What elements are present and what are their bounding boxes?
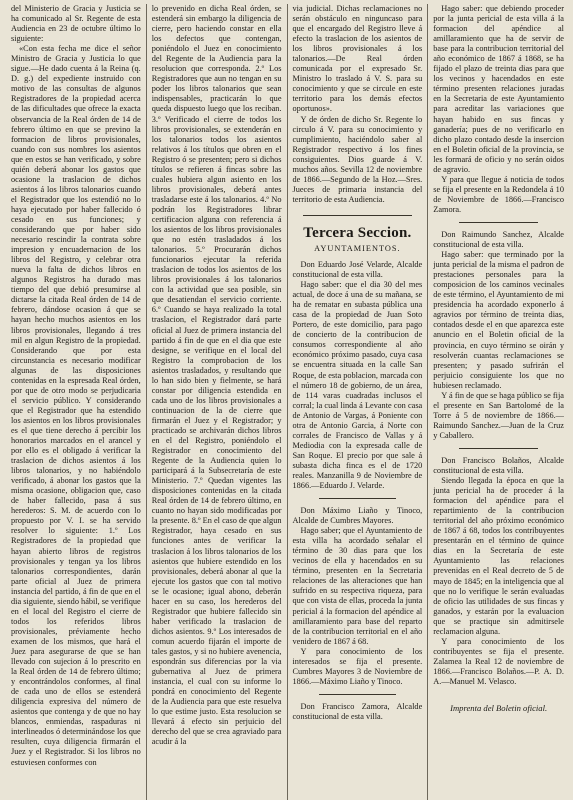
notice-divider [319, 498, 397, 499]
paragraph: Y para conocimiento de los contribuyentes se fija el presente. Zalamea la Real 12 de noviembre de 1866.—Francisco Bolaños.—P. A. D. A.—Manuel M. Velasco. [433, 636, 564, 686]
imprint-line: Imprenta del Boletin oficial. [450, 703, 548, 714]
section-subtitle: AYUNTAMIENTOS. [314, 243, 401, 253]
paragraph: via judicial. Dichas reclamaciones no serán obstáculo en ninguncaso para que el encargado del Registro lleve á efecto la traslacion de los asientos de los libros provisionales á los talonarios.—De Real órden comunicada por el expresado Sr. Ministro lo traslado á V. S. para su conocimiento y que se circule en este territorio para los demás efectos oportunos». [292, 4, 423, 114]
paragraph: Hago saber: que el dia 30 del mes actual, de doce á una de su mañana, se ha de rematar en subasta pública una casa de la propiedad de Juan Soto Portero, de este domicilio, para pago de concierto de la contribucion de consumos correspondiente al año económico próximo pasado, cuya casa se encuentra situada en la calle San Roque, de esta poblacion, marcada con el número 18 de gobierno, de un área, de 114 varas cuadradas inclusos el corral; la cual linda á Levante con casa de Antonio de Vargas, á Poniente con otra de Antonio Garcia, á Norte con corrales de Francisco de Vallas y á Mediodia con la expresada calle de San Roque. El precio por que sale á subasta dicha finca es el de 1720 reales. Manzanilla 9 de Noviembre de 1866.—Eduardo J. Velarde. [292, 280, 423, 491]
paragraph: Y de órden de dicho Sr. Regente lo circulo á V. para su conocimiento y cumplimiento, haciéndolo saber al Registrador respectivo á los fines consiguientes. Dios guarde á V. muchos años. Sevilla 12 de noviembre de 1866.—Segundo de la Hoz.—Sres. Jueces de primaria instancia del territorio de esta Audiencia. [292, 114, 423, 204]
notice-divider [319, 694, 397, 695]
paragraph: lo prevenido en dicha Real órden, se estenderá sin embargo la diligencia de cierre, pero haciendo constar en ella los defectos que contengan, poniéndolo el Juez en conocimiento del Regente de la Audiencia para la resolucion que corresponda. 2.º Los Registradores que aun no tengan en su poder los libros talonarios que sean indispensables, practicarán lo que queda dispuesto luego que los reciban. 3.º Verificado el cierre de todos los libros provisionales, se extenderán en los talonarios todos los asientos relativos á los títulos que obren en el Registro ó se presenten; pero si dichos títulos se refieren á fincas sobre las cuales hubiera algun asiento en los libros provisionales, deberá antes trasladarse este á los talonarios. 4.º No podrán los Registradores librar certificacion alguna con referencia á los asientos de los libros provisionales que no estén trasladados á los talonarios. 5.º Procurarán dichos funcionarios ejecutar la referida traslacion de todos los asientos de los libros provisionales á los talonarios con la actividad que sea posible, sin que desatiendan el servicio corriente. 6.º Cuando se haya realizado la total traslacion, el Registrador dará parte oficial al Juez de primera instancia del partido á fin de que en el dia que este designe, se verifique en el local del Registro la comprobacion de los asientos trasladados, y resultando que lo han sido bien y fielmente, se hará constar por diligencia estendida en cada uno de los libros provisionales a continuacion de la de cierre que firmarán el Juez y el Registrador; y practicado se archivarán dichos libros en el del Registro, poniéndolo el Registrador en conocimiento del Regente de la Audiencia quien lo participará á la Subsecretaría de este Ministerio. 7.º Quedan vigentes las disposiciones contenidas en la citada Real órden de 14 de febrero último, en cuanto no hayan sido modificadas por la presente. 8.º En el caso de que algun Registrador, haya cesado en sus funciones antes de verificar la traslacion á los libros talonarios de los asientos que hubiere estendido en los provisionales, deberá abonar al que la ejecute los gastos que con tal motivo se le ocasione; igual abono, deberán hacer en su caso, los herederos del Registrador que hubiere fallecido sin haber verificado la traslacion de dichos asientos. 9.º Los interesados de comun acuerdo fijarán el importe de tales gastos, y si no hubiere avenencia, espondrán sus diferencias por la via gubernativa al Juez de primera instancia, el cual con su informe lo pondrá en conocimiento del Regente de la Audiencia para que este resuelva lo que estime justo. Esta resolucion se llevará á efecto sin perjuicio del derecho del que se crea agraviado para acudir á la [151, 4, 282, 747]
section-divider [303, 215, 413, 216]
paragraph: del Ministerio de Gracia y Justicia se ha comunicado al Sr. Regente de esta Audiencia en 23 de octubre último lo siguiente: [11, 4, 141, 44]
paragraph: Y para conocimiento de los interesados se fija el presente. Cumbres Mayores 3 de Noviembre de 1866.—Máximo Liaño y Tinoco. [292, 646, 423, 686]
notice-heading: Don Máximo Liaño y Tinoco, Alcalde de Cumbres Mayores. [292, 506, 423, 526]
section-title: Tercera Seccion. [303, 224, 412, 241]
notice-heading: Don Francisco Bolaños, Alcalde constitucional de esta villa. [433, 455, 564, 476]
column-4 [428, 4, 569, 800]
column-3 [288, 4, 429, 800]
notice-divider [459, 222, 538, 223]
paragraph: Y á fin de que se haga público se fija el presente en San Bartolomé de la Torre á 5 de noviembre de 1866.—Raimundo Sanchez.—Juan de la Cruz y Caballero. [433, 390, 564, 440]
notice-heading: Don Raimundo Sanchez, Alcalde constitucional de esta villa. [433, 229, 564, 250]
notice-heading: Don Eduardo José Velarde, Alcalde constitucional de esta villa. [292, 259, 423, 280]
column-2 [147, 4, 288, 800]
paragraph: Y para que llegue á noticia de todos se fija el presente en la Redondela á 10 de Noviembre de 1866.—Francisco Zamora. [433, 174, 564, 214]
paragraph: Siendo llegada la época en que la junta pericial ha de proceder á la formacion del apéndice para el repartimiento de la contribucion territorial del año próximo económico de 1867 á 68, todos los contribuyentes presentarán en el término de quince dias en la Secretaría de este Ayuntamiento las relaciones prevenidas en el Real decreto de 5 de mayo de 1845; en la inteligencia que al que no lo verifique le serán evaluadas de oficio las utilidades de sus fincas y ganados, y estarán por la evaluacion que se practique sin admitirsele reclamacion alguna. [433, 476, 564, 636]
notice-divider [459, 448, 538, 449]
notice-heading: Don Francisco Zamora, Alcalde constitucional de esta villa. [292, 701, 423, 721]
paragraph: Hago saber: que debiendo proceder por la junta pericial de esta villa á la formacion del apéndice al amillaramiento que ha de servir de base para la contribucion territorial del año económico de 1867 á 1868, se ha fijado el plazo de treinta dias para que los vecinos y hacendados en este término presenten relaciones juradas en la Secretaria de este Ayuntamiento para acreditar las variaciones que hayan habido en sus fincas y ganadería; pues de no verificarlo en dicho plazo contado desde la insercion en el Boletin oficial de la provincia, se les formará de oficio y no serán oidos de agravio. [433, 4, 564, 174]
paragraph: «Con esta fecha me dice el señor Ministro de Gracia y Justicia lo que sigue.—He dado cuenta á la Reina (q. D. g.) del expediente instruido con motivo de las consultas de algunos Registradores de la propiedad acerca de las dificultades que ofrece la exacta observancia de la Real órden de 14 de febrero último en que se previno la formacion de libros provisionales, cuando con sus nombres los asientos que en estos se han verificado, y sobre quién deberá abonar los gastos que ocasione la traslacion de dichos asientos á los libros talonarios cuando el Registrador que los estendió no lo haya ejecutado por haber fallecido ó cesado en sus funciones; y considerando que por haber sido necesario rescindir la contrata sobre impresion y encuadernacion de los libros del Registro, y celebrar otra nueva la falta de dichos libros en algunos Registros ha durado mas tiempo del que debió presumirse al dictarse la citada Real órden de 14 de febrero, dándose ocasion á que se hayan hecho muchos asientos en los libros provisionales, llegando á tres mil en algun Registro de la propiedad. Considerando que por esta circunstancia es necesario modificar algunas de las disposiciones contenidas en la espresada Real órden, por que de otro modo se perjudicaria el servicio público. Y considerando que el Registrador que ha estendido los asientos en los libros provisionales es el que tiene derecho á percibir los honorarios marcados en el arancel y por ello es el obligado á verificar la traslacion de dichos asientos á los libros talonarios, y no habiéndolo verificado, á abonar los gastos que la misma ocasione, obligacion que, caso de haber fallecido, pasa á sus herederos: S. M. de acuerdo con lo propuesto por V. I. se ha servido resolver lo siguiente: 1.º Los Registradores de la propiedad que hayan abierto libros de registros provisionales y tengan ya los libros talonarios correspondientes, darán parte oficial al Juez de primera instancia del partido, á fin de que en el dia siguiente, siendo hábil, se verifique en el local del Registro el cierre de todos los referidos libros provisionales, préviamente hecho examen de los mismos, que hará el Juez para asegurarse de que se han llevado con sujecion á lo prescrito en la Real órden de 14 de febrero último; y encontrándolos conformes, al final de cada uno de ellos se estenderá diligencia expresiva del número de asientos que contenga y de que no hay blancos, enmiendas, raspaduras ni interlineados ó determinándose los que resulten, cuya diligencia firmarán el Juez y el Registrador. Si los libros no estuviesen conformes con [11, 44, 141, 767]
paragraph: Hago saber: que terminado por la junta pericial de la misma el padron de prestaciones personales para la composicion de los caminos vecinales de este término, el Ayuntamiento de mi presidencia ha acordado exponerlo á agravios por término de treinta dias, contados desde el en que aparezca este anuncio en el Boletin oficial de la provincia, en cuyo término se oirán y resolverán cuantas reclamaciones se presenten; y pasado sufrirán el perjuicio consiguiente los que no hubiesen reclamado. [433, 250, 564, 390]
paragraph: Hago saber; que el Ayuntamiento de esta villa ha acordado señalar el término de 30 dias para que los vecinos de ella y hacendados en su término, presenten en la Secretaria relaciones de las alteraciones que han sufrido en su respectiva riqueza, para que con vista de ellas, proceda la junta pericial á la formacion del apéndice al amillaramiento para base del reparto de la contribucion territorial en el año venidero de 1867 á 68. [292, 526, 423, 646]
column-1 [6, 4, 147, 800]
